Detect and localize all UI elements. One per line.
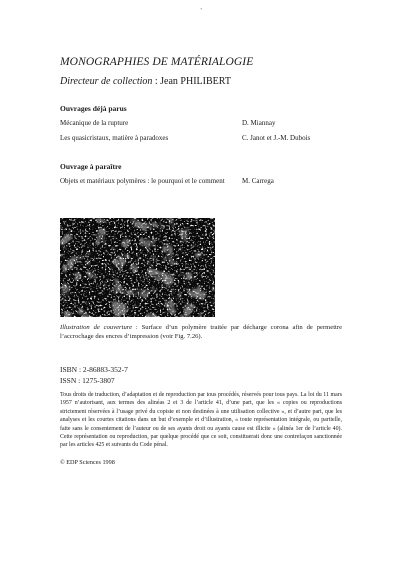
director-separator: : <box>152 76 161 87</box>
upcoming-item-author: M. Carrega <box>242 177 274 185</box>
scan-mark: ` <box>200 7 203 16</box>
director-label: Directeur de collection <box>60 76 153 87</box>
isbn: ISBN : 2-86883-352-7 <box>60 365 128 374</box>
upcoming-item-title: Objets et matériaux polymères : le pourquoi et le comment <box>60 177 225 185</box>
issn: ISSN : 1275-3807 <box>60 376 115 385</box>
polymer-surface-micrograph <box>60 218 215 317</box>
series-director <box>60 76 231 87</box>
upcoming-heading: Ouvrage à paraître <box>60 162 122 171</box>
published-item-title: Les quasicristaux, matière à paradoxes <box>60 134 169 142</box>
series-title: MONOGRAPHIES DE MATÉRIALOGIE <box>60 56 254 68</box>
cover-caption-text: : Surface d’un polymère traitée par décharge corona afin de permettre l’accrochage des encres d’impression (voir Fig. 7.26). <box>60 324 342 340</box>
cover-illustration <box>60 218 215 317</box>
cover-caption-label: Illustration de couverture <box>60 324 132 331</box>
published-item-title: Mécanique de la rupture <box>60 119 129 127</box>
cover-caption <box>60 323 342 341</box>
copyright-notice: Tous droits de traduction, d’adaptation et de reproduction par tous procédés, réservés pour tous pays. La loi du 11 mars 1957 n’autorisant, aux termes des alinéas 2 et 3 de l’article 41, d’une part, que les « copies ou reproductions strictement réservées à l’usage privé du copiste et non destinées à une utilisation collective », et d’autre part, que les analyses et les courtes citations dans un but d’exemple et d’illustration, « toute représentation intégrale, ou partielle, faite sans le consentement de l’auteur ou de ses ayants droit ou ayants cause est illicite » (alinéa 1er de l’article 40). Cette représentation ou reproduction, par quelque procédé que ce soit, constituerait donc une contrefaçon sanctionnée par les articles 425 et suivants du Code pénal. <box>60 392 342 449</box>
published-item-author: D. Miannay <box>242 119 276 127</box>
director-name: Jean PHILIBERT <box>160 76 231 87</box>
copyright-line: © EDP Sciences 1998 <box>60 459 115 466</box>
published-item-author: C. Janot et J.-M. Dubois <box>242 134 311 142</box>
published-heading: Ouvrages déjà parus <box>60 104 127 113</box>
